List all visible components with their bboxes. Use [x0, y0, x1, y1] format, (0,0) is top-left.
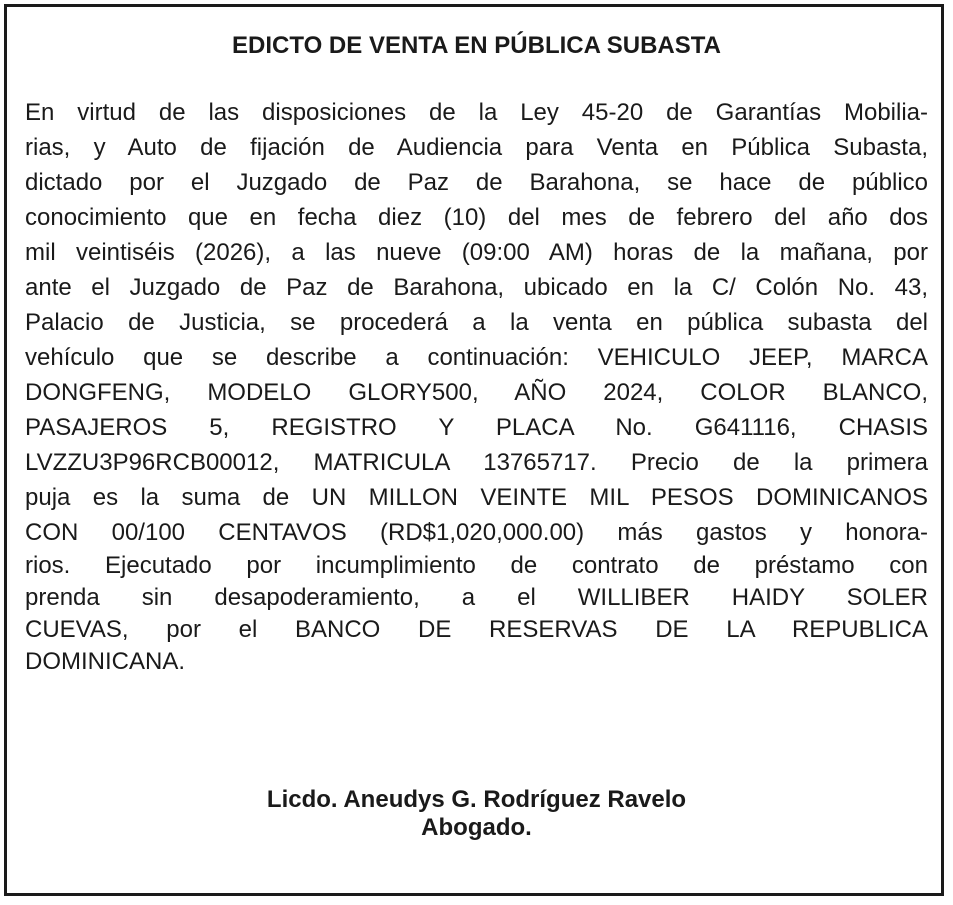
- signature-block: [0, 786, 953, 842]
- body-line: DONGFENG, MODELO GLORY500, AÑO 2024, COLOR BLANCO,: [25, 379, 928, 406]
- body-line: En virtud de las disposiciones de la Ley 45-20 de Garantías Mobilia-: [25, 99, 928, 126]
- body-line: Palacio de Justicia, se procederá a la venta en pública subasta del: [25, 309, 928, 336]
- body-line: PASAJEROS 5, REGISTRO Y PLACA No. G641116, CHASIS: [25, 414, 928, 441]
- body-line: CUEVAS, por el BANCO DE RESERVAS DE LA REPUBLICA: [25, 616, 928, 643]
- body-line: prenda sin desapoderamiento, a el WILLIBER HAIDY SOLER: [25, 584, 928, 611]
- body-line: rias, y Auto de fijación de Audiencia para Venta en Pública Subasta,: [25, 134, 928, 161]
- signature-role: Abogado.: [421, 814, 532, 841]
- body-line: rios. Ejecutado por incumplimiento de contrato de préstamo con: [25, 552, 928, 579]
- body-line: CON 00/100 CENTAVOS (RD$1,020,000.00) más gastos y honora-: [25, 519, 928, 546]
- signature-name: Licdo. Aneudys G. Rodríguez Ravelo: [266, 786, 687, 813]
- body-line: DOMINICANA.: [25, 648, 186, 675]
- edict-body: [25, 95, 928, 678]
- edict-title: EDICTO DE VENTA EN PÚBLICA SUBASTA: [232, 32, 721, 59]
- body-line: puja es la suma de UN MILLON VEINTE MIL PESOS DOMINICANOS: [25, 484, 928, 511]
- body-line: conocimiento que en fecha diez (10) del mes de febrero del año dos: [25, 204, 928, 231]
- body-line: ante el Juzgado de Paz de Barahona, ubicado en la C/ Colón No. 43,: [25, 274, 928, 301]
- body-line: LVZZU3P96RCB00012, MATRICULA 13765717. Precio de la primera: [25, 449, 928, 476]
- body-line: mil veintiséis (2026), a las nueve (09:00 AM) horas de la mañana, por: [25, 239, 928, 266]
- body-line: vehículo que se describe a continuación: VEHICULO JEEP, MARCA: [25, 344, 928, 371]
- body-line: dictado por el Juzgado de Paz de Barahona, se hace de público: [25, 169, 928, 196]
